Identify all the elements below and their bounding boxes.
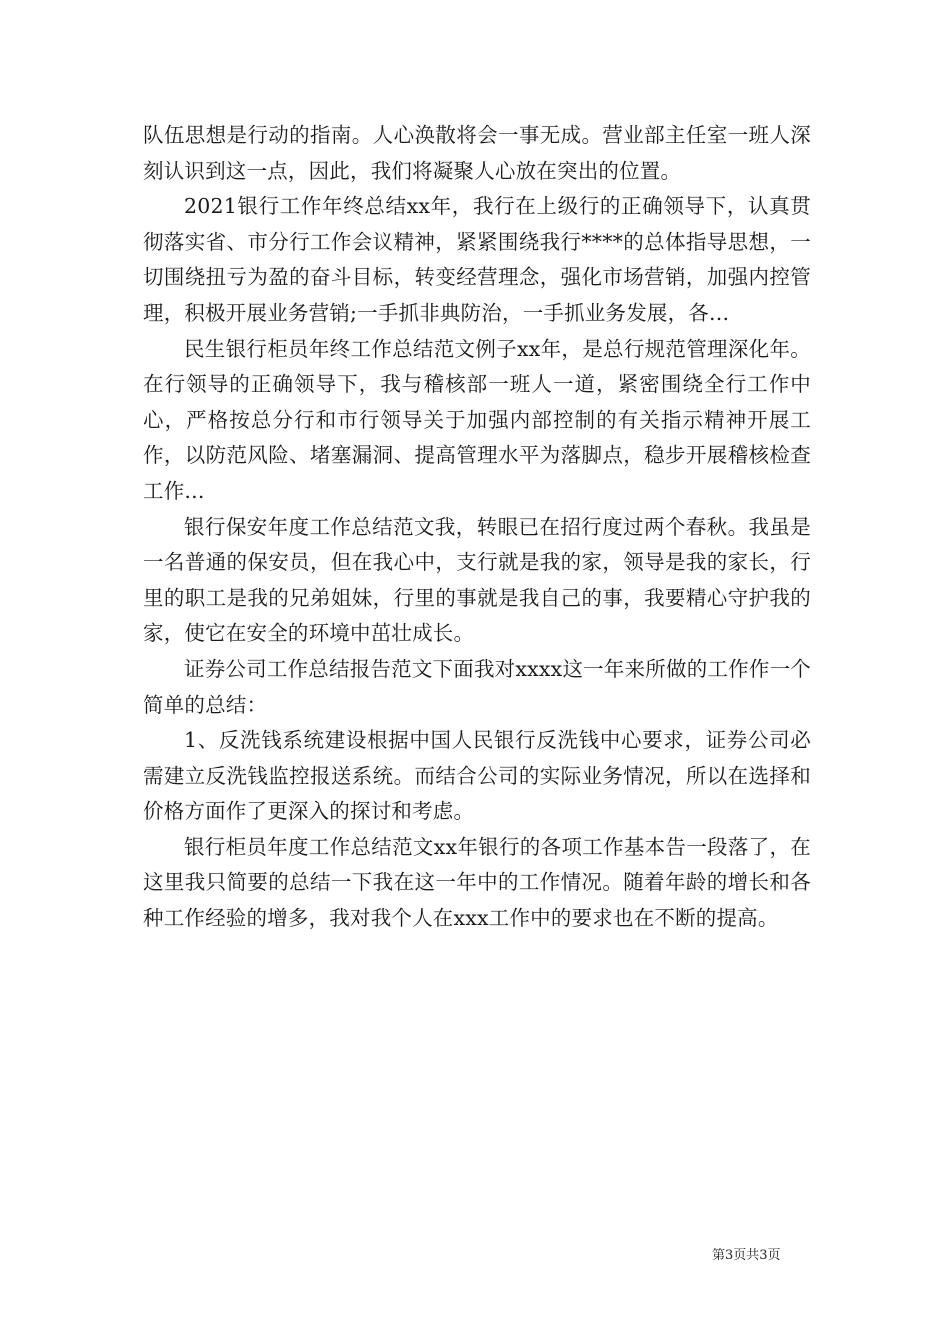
paragraph-4: 银行保安年度工作总结范文我，转眼已在招行度过两个春秋。我虽是一名普通的保安员，但在我心中，支行就是我的家，领导是我的家长，行里的职工是我的兄弟姐妹，行里的事就是我自己的事，我要精心守护我的家，使它在安全的环境中茁壮成长。	[143, 514, 811, 646]
paragraph-5: 证券公司工作总结报告范文下面我对xxxx这一年来所做的工作作一个简单的总结：	[143, 656, 811, 717]
paragraph-3: 民生银行柜员年终工作总结范文例子xx年，是总行规范管理深化年。在行领导的正确领导下，我与稽核部一班人一道，紧密围绕全行工作中心，严格按总分行和市行领导关于加强内部控制的有关指示精神开展工作，以防范风险、堵塞漏洞、提高管理水平为落脚点，稳步开展稽核检查工作...	[143, 336, 811, 503]
paragraph-7: 银行柜员年度工作总结范文xx年银行的各项工作基本告一段落了，在这里我只简要的总结一下我在这一年中的工作情况。随着年龄的增长和各种工作经验的增多，我对我个人在xxx工作中的要求也在不断的提高。	[143, 834, 811, 931]
paragraph-6: 1、反洗钱系统建设根据中国人民银行反洗钱中心要求，证券公司必需建立反洗钱监控报送系统。而结合公司的实际业务情况，所以在选择和价格方面作了更深入的探讨和考虑。	[143, 728, 811, 824]
paragraph-1: 队伍思想是行动的指南。人心涣散将会一事无成。营业部主任室一班人深刻认识到这一点，因此，我们将凝聚人心放在突出的位置。	[143, 123, 811, 183]
page-number: 第3页共3页	[712, 1248, 781, 1263]
paragraph-2: 2021银行工作年终总结xx年，我行在上级行的正确领导下，认真贯彻落实省、市分行工作会议精神，紧紧围绕我行****的总体指导思想，一切围绕扭亏为盈的奋斗目标，转变经营理念，强化市场营销，加强内控管理，积极开展业务营销;一手抓非典防治，一手抓业务发展，各...	[143, 194, 811, 325]
document-body	[143, 118, 811, 937]
